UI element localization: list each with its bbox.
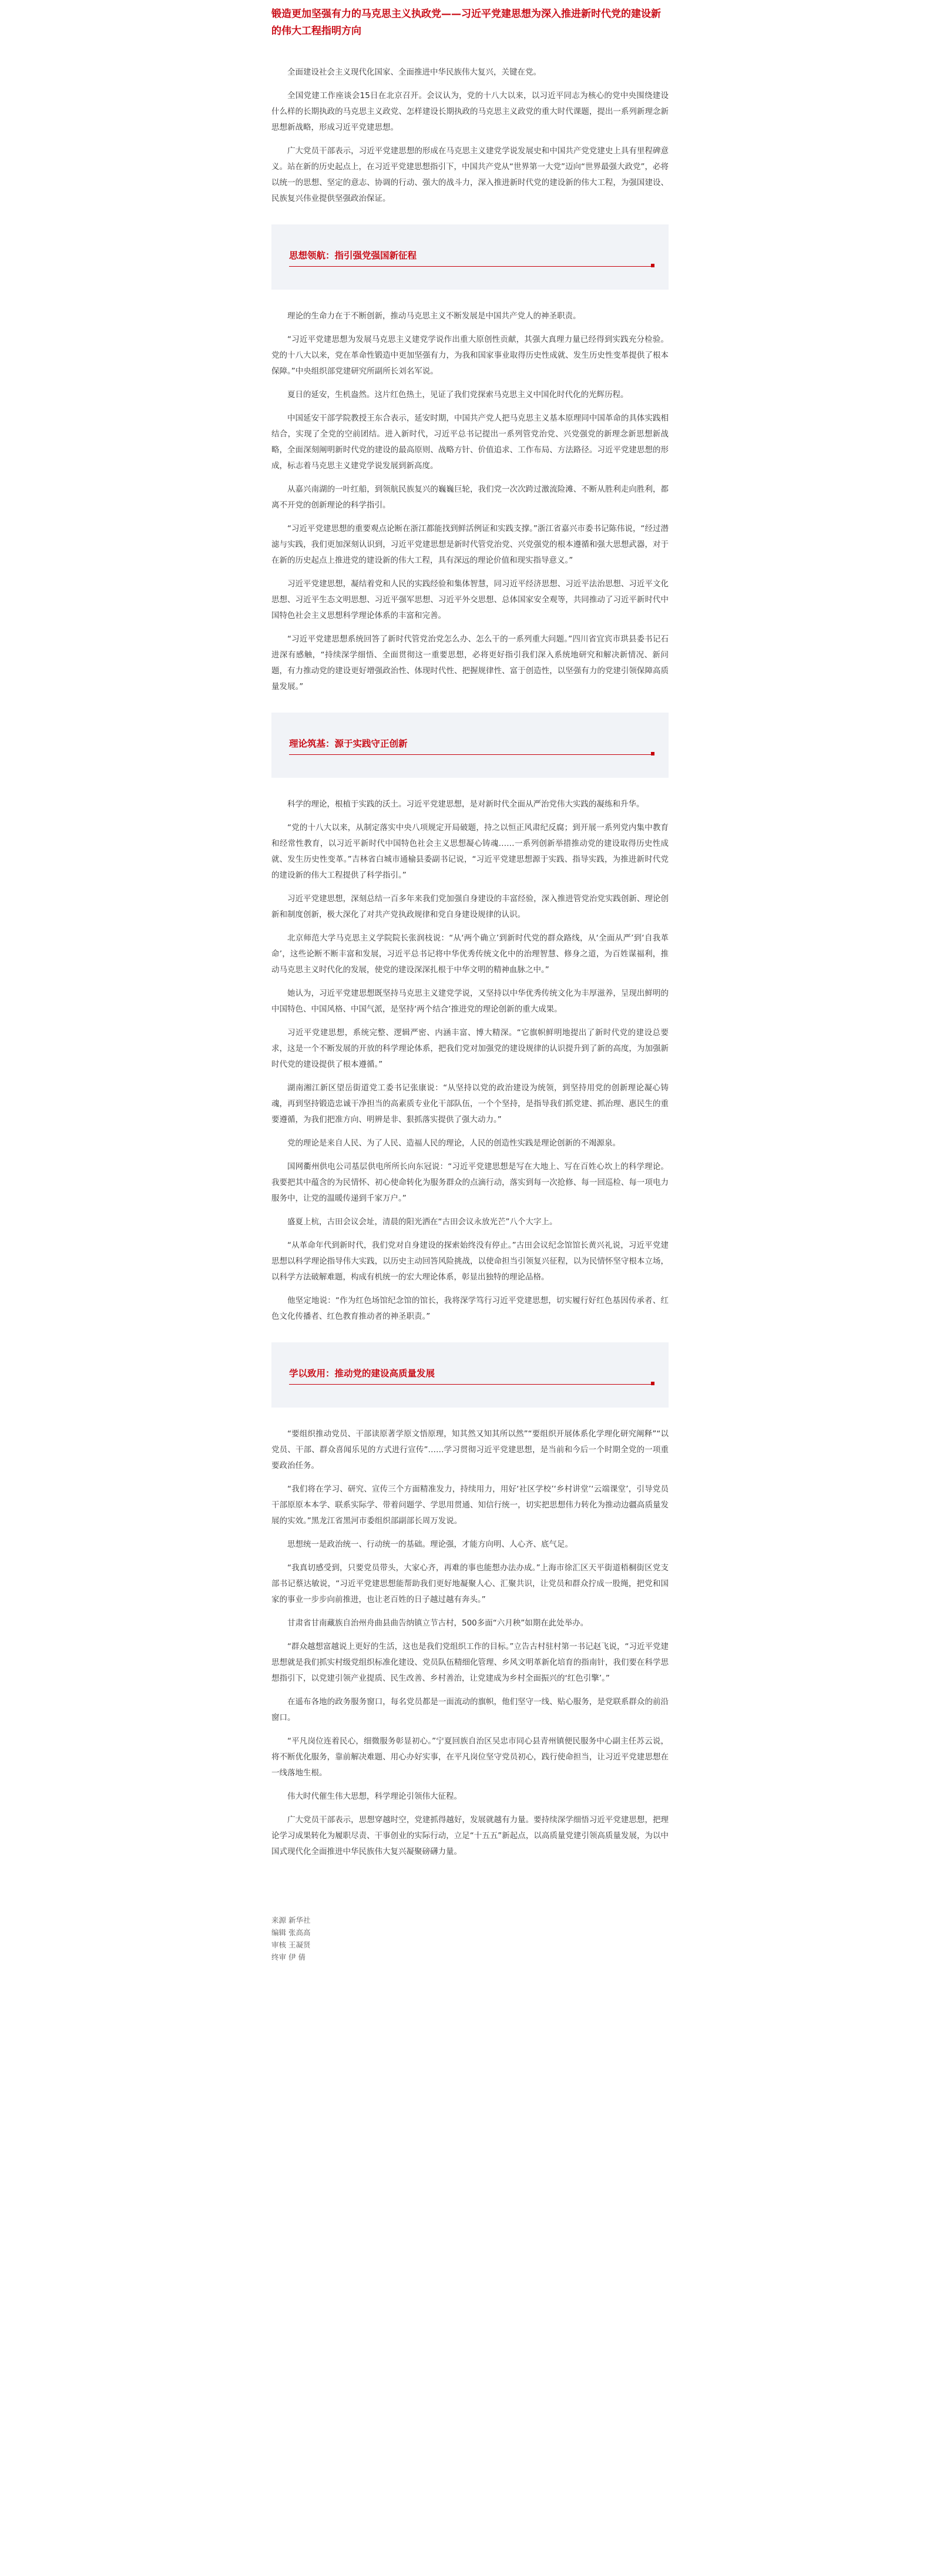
paragraph: 甘肃省甘南藏族自治州舟曲县曲告纳镇立节古村，500多面“六月秧”如期在此处举办。 — [287, 1618, 589, 1628]
section-marker — [651, 752, 654, 755]
paragraph: “从革命年代到新时代，我们党对自身建设的探索始终没有停止。”古田会议纪念馆馆长黄兴礼说，习近平党建思想以科学理论指导伟大实践，以历史主动回答风险挑战，以使命担当引领复兴征程，以为民情怀坚守根本立场，以科学方法破解难题，构成有机统一的宏大理论体系，彰显出独特的理论品格。 — [271, 1241, 669, 1282]
paragraph: 她认为，习近平党建思想既坚持马克思主义建党学说，又坚持以中华优秀传统文化为丰厚滋养，呈现出鲜明的中国特色、中国风格、中国气派，是坚持‘两个结合’推进党的理论创新的重大成果。 — [271, 989, 669, 1014]
credit-source: 来源 新华社 — [271, 1916, 311, 1925]
paragraph: 夏日的延安，生机盎然。这片红色热土，见证了我们党探索马克思主义中国化时代化的光辉历程。 — [287, 390, 629, 399]
paragraph: “我真切感受到，只要党员带头，大家心齐，再难的事也能想办法办成。”上海市徐汇区天平街道梧桐街区党支部书记蔡达敏说，“习近平党建思想能帮助我们更好地凝聚人心、汇聚共识，让党员和群众拧成一股绳，把党和国家的事业一步步向前推进，也让老百姓的日子越过越有奔头。” — [271, 1563, 669, 1604]
paragraph: 习近平党建思想，系统完整、逻辑严密、内涵丰富、博大精深。“它旗帜鲜明地提出了新时代党的建设总要求，这是一个不断发展的开放的科学理论体系，把我们党对加强党的建设规律的认识提升到了新的高度，为加强新时代党的建设提供了根本遵循。” — [271, 1028, 669, 1069]
paragraph: “习近平党建思想为发展马克思主义建党学说作出重大原创性贡献，其强大真理力量已经得到实践充分检验。党的十八大以来，党在革命性锻造中更加坚强有力，为我和国家事业取得历史性成就、发生历史性变革提供了根本保障。”中央组织部党建研究所副所长刘名军说。 — [271, 335, 669, 376]
paragraph: 国网衢州供电公司基层供电所所长向东冠说：“习近平党建思想是写在大地上、写在百姓心坎上的科学理论。我要把其中蕴含的为民情怀、初心使命转化为服务群众的点滴行动，落实到每一次抢修、每一回巡检、每一项电力服务中，让党的温暖传递到千家万户。” — [271, 1162, 669, 1203]
paragraph: 在遥布各地的政务服务窗口，每名党员都是一面流动的旗帜，他们坚守一线、贴心服务，是党联系群众的前沿窗口。 — [271, 1697, 669, 1722]
paragraph: 科学的理论，根植于实践的沃土。习近平党建思想，是对新时代全面从严治党伟大实践的凝练和升华。 — [287, 800, 644, 809]
paragraph: 广大党员干部表示，习近平党建思想的形成在马克思主义建党学说发展史和中国共产党党建史上具有里程碑意义。站在新的历史起点上，在习近平党建思想指引下，中国共产党从“世界第一大党”迈向“世界最强大政党”，必将以统一的思想、坚定的意志、协调的行动、强大的战斗力，深入推进新时代党的建设新的伟大工程，为强国建设、民族复兴伟业提供坚强政治保证。 — [271, 146, 669, 203]
paragraph: 思想统一是政治统一、行动统一的基础。理论强，才能方向明、人心齐、底气足。 — [287, 1540, 573, 1549]
section-divider — [289, 754, 653, 755]
paragraph: “习近平党建思想系统回答了新时代管党治党怎么办、怎么干的一系列重大问题。”四川省宜宾市珙县委书记石进深有感触，“持续深学细悟、全面贯彻这一重要思想，必将更好指引我们深入系统地研究和解决新情况、新问题，有力推动党的建设更好增强政治性、体现时代性、把握规律性、富于创造性，以坚强有力的党建引领保障高质量发展。” — [271, 634, 669, 691]
paragraph: 全面建设社会主义现代化国家、全面推进中华民族伟大复兴，关键在党。 — [287, 68, 541, 77]
paragraph: 他坚定地说：“作为红色场馆纪念馆的馆长，我将深学笃行习近平党建思想，切实履行好红色基因传承者、红色文化传播者、红色教育推动者的神圣职责。” — [271, 1296, 669, 1321]
section-body — [271, 1426, 669, 1860]
paragraph: 广大党员干部表示，思想穿越时空，党建抓得越好，发展就越有力量。要持续深学细悟习近平党建思想，把理论学习成果转化为履职尽责、干事创业的实际行动，立足“十五五”新起点，以高质量党建引领高质量发展，为以中国式现代化全面推进中华民族伟大复兴凝聚磅礴力量。 — [271, 1815, 669, 1856]
paragraph: “要组织推动党员、干部读原著学原文悟原理，知其然又知其所以然”“要组织开展体系化学理化研究阐释”“以党员、干部、群众喜闻乐见的方式进行宣传”……学习贯彻习近平党建思想，是当前和今后一个时期全党的一项重要政治任务。 — [271, 1429, 669, 1470]
paragraph: 习近平党建思想，深刻总结一百多年来我们党加强自身建设的丰富经验，深入推进管党治党实践创新、理论创新和制度创新，极大深化了对共产党执政规律和党自身建设规律的认识。 — [271, 894, 669, 919]
paragraph: 伟大时代催生伟大思想，科学理论引领伟大征程。 — [287, 1792, 462, 1801]
paragraph: 习近平党建思想，凝结着党和人民的实践经验和集体智慧，同习近平经济思想、习近平法治思想、习近平文化思想、习近平生态文明思想、习近平强军思想、习近平外交思想、总体国家安全观等，共同推动了习近平新时代中国特色社会主义思想科学理论体系的丰富和完善。 — [271, 579, 669, 620]
paragraph: “我们将在学习、研究、宣传三个方面精准发力，持续用力，用好‘社区学校’‘乡村讲堂’‘云端课堂’，引导党员干部原原本本学、联系实际学、带着问题学、学思用贯通、知信行统一，切实把思想伟力转化为推动边疆高质量发展的实效。”黑龙江省黑河市委组织部副部长周万发说。 — [271, 1485, 669, 1526]
section-heading: 思想领航：指引强党强国新征程 — [289, 250, 417, 261]
paragraph: 中国延安干部学院教授王东合表示，延安时期，中国共产党人把马克思主义基本原理同中国革命的具体实践相结合，实现了全党的空前团结。进入新时代，习近平总书记提出一系列管党治党、兴党强党的新理念新思想新战略，全面深刻阐明新时代党的建设的最高原则、战略方针、价值追求、工作布局、方法路径。习近平党建思想的形成，标志着马克思主义建党学说发展到新高度。 — [271, 414, 669, 471]
section-marker — [651, 1382, 654, 1385]
paragraph: “习近平党建思想的重要观点论断在浙江都能找到鲜活例证和实践支撑。”浙江省嘉兴市委书记陈伟说，“经过潜滤与实践，我们更加深刻认识到，习近平党建思想是新时代管党治党、兴党强党的根本遵循和强大思想武器，对于在新的历史起点上推进党的建设新的伟大工程，具有深远的理论价值和现实指导意义。” — [271, 524, 669, 565]
section-heading-box — [271, 224, 669, 290]
credit-reviewer: 审核 王凝贤 — [271, 1940, 311, 1949]
paragraph: 盛夏上杭，古田会议会址，清晨的阳光洒在“古田会议永放光芒”八个大字上。 — [287, 1217, 558, 1227]
paragraph: “党的十八大以来，从制定落实中央八项规定开局破题，持之以恒正风肃纪反腐；到开展一系列党内集中教育和经常性教育，以习近平新时代中国特色社会主义思想凝心铸魂……一系列创新举措推动党的建设取得历史性成就、发生历史性变革。”吉林省白城市通榆县委副书记说，“习近平党建思想源于实践、指导实践，为推进新时代党的建设新的伟大工程提供了科学指引。” — [271, 823, 669, 880]
paragraph: 全国党建工作座谈会15日在北京召开。会议认为，党的十八大以来，以习近平同志为核心的党中央围绕建设什么样的长期执政的马克思主义政党、怎样建设长期执政的马克思主义政党的重大时代课题，提出一系列新理念新思想新战略，形成习近平党建思想。 — [271, 91, 669, 132]
section-heading: 学以致用：推动党的建设高质量发展 — [289, 1368, 435, 1379]
intro — [271, 65, 669, 207]
paragraph: 从嘉兴南湖的一叶红船，到领航民族复兴的巍巍巨轮，我们党一次次跨过激流险滩、不断从胜利走向胜利，都离不开党的创新理论的科学指引。 — [271, 485, 669, 510]
credit-editor: 编辑 张高高 — [271, 1928, 311, 1937]
section-heading-box — [271, 1342, 669, 1408]
paragraph: 北京师范大学马克思主义学院院长张润枝说：“从‘两个确立’到新时代党的群众路线，从‘全面从严’到‘自我革命’，这些论断不断丰富和发展，习近平总书记将中华优秀传统文化中的治理智慧、修身之道，为百姓谋福利，推动马克思主义时代化的发展，使党的建设深深扎根于中华文明的精神血脉之中。” — [271, 933, 669, 975]
article-title: 锻造更加坚强有力的马克思主义执政党——习近平党建思想为深入推进新时代党的建设新的伟大工程指明方向 — [271, 8, 661, 37]
paragraph: “群众越想富越说上更好的生活，这也是我们党组织工作的目标。”立告古村驻村第一书记赵飞说，“习近平党建思想就是我们抓实村级党组织标准化建设、党员队伍精细化管理、乡风文明革新化培育的指南针，我们要在科学思想指引下，以党建引领产业提质、民生改善、乡村善治，让党建成为乡村全面振兴的‘红色引擎’。” — [271, 1642, 669, 1683]
paragraph: 理论的生命力在于不断创新，推动马克思主义不断发展是中国共产党人的神圣职责。 — [287, 311, 581, 321]
paragraph: “平凡岗位连着民心，细微服务彰显初心。”宁夏回族自治区吴忠市同心县青州镇便民服务中心副主任苏云说，将不断优化服务，靠前解决难题、用心办好实事，在平凡岗位坚守党员初心，践行使命担当，让习近平党建思想在一线落地生根。 — [271, 1737, 669, 1778]
article — [271, 0, 669, 1963]
section-divider — [289, 1384, 653, 1385]
section-heading: 理论筑基：源于实践守正创新 — [289, 738, 408, 749]
section-heading-box — [271, 713, 669, 778]
credit-final-review: 终审 伊 倩 — [271, 1953, 306, 1962]
article-credits — [271, 1914, 669, 1963]
paragraph: 党的理论是来自人民、为了人民、造福人民的理论，人民的创造性实践是理论创新的不竭源泉。 — [287, 1138, 620, 1148]
section-body — [271, 308, 669, 695]
section-body — [271, 797, 669, 1325]
section-divider — [289, 266, 653, 267]
paragraph: 湖南湘江新区望岳街道党工委书记张康说：“从坚持以党的政治建设为统领，到坚持用党的创新理论凝心铸魂，再到坚持锻造忠诚干净担当的高素质专业化干部队伍，一个个坚持，是指导我们抓党建、抓治理、惠民生的重要遵循，为我们把准方向、明辨是非、狠抓落实提供了强大动力。” — [271, 1083, 669, 1124]
section-marker — [651, 264, 654, 267]
